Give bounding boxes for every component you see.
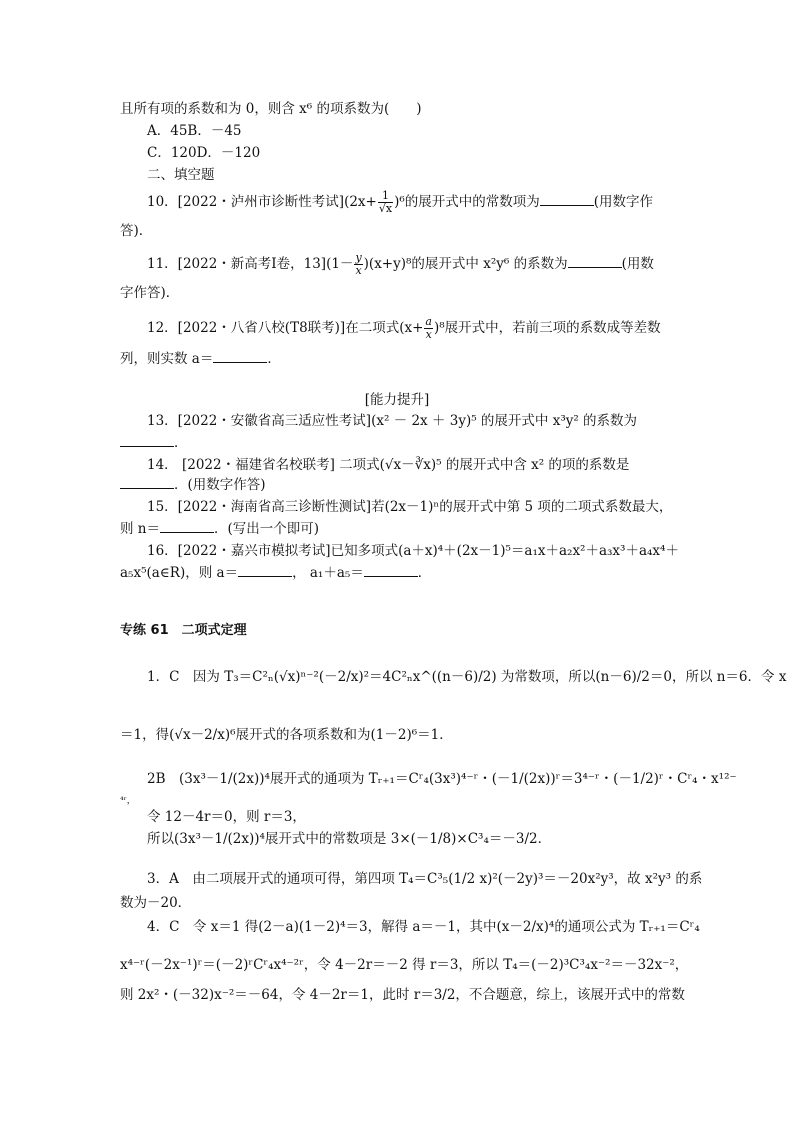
q11-prefix: 11．[2022・新高考Ⅰ卷，13](1－ xyxy=(147,256,354,272)
q14-cont: ．(用数字作答) xyxy=(174,477,266,493)
a2-line2: 令 12－4r＝0，则 r＝3， xyxy=(147,809,306,825)
q15-line: 15．[2022・海南省高三诊断性测试]若(2x－1)ⁿ的展开式中第 5 项的二项式系数最大， xyxy=(147,499,673,515)
q14-line: 14． [2022・福建省名校联考] 二项式(√x－∛x)⁵ 的展开式中含 x² 的项的系数是 xyxy=(147,457,630,473)
a2-line1b: ⁴ʳ， xyxy=(120,796,136,806)
q16-cont-mid: ， a₁＋a₅＝ xyxy=(292,565,364,581)
q12-suffix: )⁸展开式中，若前三项的系数成等差数 xyxy=(433,320,661,336)
q9-stem: 且所有项的系数和为 0，则含 x⁶ 的项系数为( ) xyxy=(120,101,422,117)
q12-frac-num: a xyxy=(425,315,432,328)
q15-cont-prefix: 则 n＝ xyxy=(120,521,160,537)
q13-cont: ． xyxy=(174,435,188,451)
section-advanced: [能力提升] xyxy=(364,392,430,408)
q16-answer-blank-a[interactable] xyxy=(238,564,292,577)
q10-frac-den: √x xyxy=(378,202,393,215)
q15-continuation xyxy=(120,520,319,538)
q9-options-ab: A．45B．－45 xyxy=(147,123,242,139)
a2-line1: 2B (3x³－1/(2x))⁴展开式的通项为 Tᵣ₊₁＝Cʳ₄(3x³)⁴⁻ʳ・(－1/(2x))ʳ＝3⁴⁻ʳ・(－1/2)ʳ・Cʳ₄・x¹²⁻ xyxy=(147,771,737,787)
q16-cont-suffix: ． xyxy=(417,565,432,581)
q10-tail: (用数字作 xyxy=(593,194,654,210)
q12-line xyxy=(147,316,661,341)
q12-cont-suffix: ． xyxy=(267,351,281,367)
q16-cont-prefix: a₅x⁵(a∈R)，则 a＝ xyxy=(120,565,239,581)
q11-frac-num: y xyxy=(355,251,362,264)
q11-tail: (用数 xyxy=(621,256,654,272)
q11-frac-den: x xyxy=(355,264,362,277)
q10-line xyxy=(147,190,653,215)
q10-suffix: )⁶的展开式中的常数项为 xyxy=(394,194,540,210)
a3-line2: 数为－20． xyxy=(120,895,192,911)
a1-line2: ＝1，得(√x－2/x)⁶展开式的各项系数和为(1－2)⁶＝1． xyxy=(120,727,453,743)
answer-section-title: 专练 61 二项式定理 xyxy=(120,623,247,638)
q12-continuation xyxy=(120,350,281,368)
q13-continuation xyxy=(120,434,188,452)
q12-answer-blank[interactable] xyxy=(213,350,267,363)
q16-answer-blank-sum[interactable] xyxy=(364,564,418,577)
a4-line1: 4．C 令 x＝1 得(2－a)(1－2)⁴＝3，解得 a＝－1，其中(x－2/x)⁴的通项公式为 Tᵣ₊₁＝Cʳ₄ xyxy=(147,919,700,935)
q10-continuation: 答)． xyxy=(120,223,153,239)
q16-line: 16．[2022・嘉兴市模拟考试]已知多项式(a＋x)⁴＋(2x－1)⁵＝a₁x＋a₂x²＋a₃x³＋a₄x⁴＋ xyxy=(147,543,679,559)
q11-fraction xyxy=(354,252,362,277)
section-fill-in: 二、填空题 xyxy=(147,167,215,183)
q10-frac-num: 1 xyxy=(378,190,393,203)
a4-line3: 则 2x²・(－32)x⁻²＝－64，令 4－2r＝1，此时 r＝3/2，不合题意，综上，该展开式中的常数 xyxy=(120,987,685,1003)
q15-answer-blank[interactable] xyxy=(160,520,214,533)
q13-answer-blank[interactable] xyxy=(120,434,174,447)
q10-answer-blank[interactable] xyxy=(540,193,594,206)
q13-line: 13．[2022・安徽省高三适应性考试](x² － 2x ＋ 3y)⁵ 的展开式中 x³y² 的系数为 xyxy=(147,413,638,429)
q11-suffix: )(x+y)⁸的展开式中 x²y⁶ 的系数为 xyxy=(363,256,568,272)
a4-line2: x⁴⁻ʳ(－2x⁻¹)ʳ＝(－2)ʳCʳ₄x⁴⁻²ʳ，令 4－2r＝－2 得 r＝3，所以 T₄＝(－2)³C³₄x⁻²＝－32x⁻²， xyxy=(120,957,689,973)
a3-line1: 3．A 由二项展开式的通项可得，第四项 T₄＝C³₅(1/2 x)²(－2y)³＝－20x²y³，故 x²y³ 的系 xyxy=(147,871,703,887)
q12-frac-den: x xyxy=(425,328,432,341)
q12-prefix: 12．[2022・八省八校(T8联考)]在二项式(x+ xyxy=(147,320,424,336)
q10-prefix: 10．[2022・泸州市诊断性考试](2x+ xyxy=(147,194,377,210)
q12-cont-prefix: 列，则实数 a＝ xyxy=(120,351,214,367)
q9-options-cd: C．120D．－120 xyxy=(147,145,261,161)
q11-continuation: 字作答)． xyxy=(120,285,180,301)
q15-cont-suffix: ．(写出一个即可) xyxy=(214,521,320,537)
q11-line xyxy=(147,252,654,277)
q10-fraction xyxy=(378,190,393,215)
q11-answer-blank[interactable] xyxy=(568,255,622,268)
q14-continuation xyxy=(120,476,266,494)
q14-answer-blank[interactable] xyxy=(120,476,174,489)
a2-line3: 所以(3x³－1/(2x))⁴展开式中的常数项是 3×(－1/8)×C³₄＝－3/2． xyxy=(147,831,552,847)
q12-fraction xyxy=(424,316,433,341)
q16-continuation xyxy=(120,564,431,582)
a1-line1: 1．C 因为 T₃＝C²ₙ(√x)ⁿ⁻²(－2/x)²＝4C²ₙx^((n－6)/2) 为常数项，所以(n－6)/2＝0，所以 n＝6．令 x xyxy=(147,669,787,685)
